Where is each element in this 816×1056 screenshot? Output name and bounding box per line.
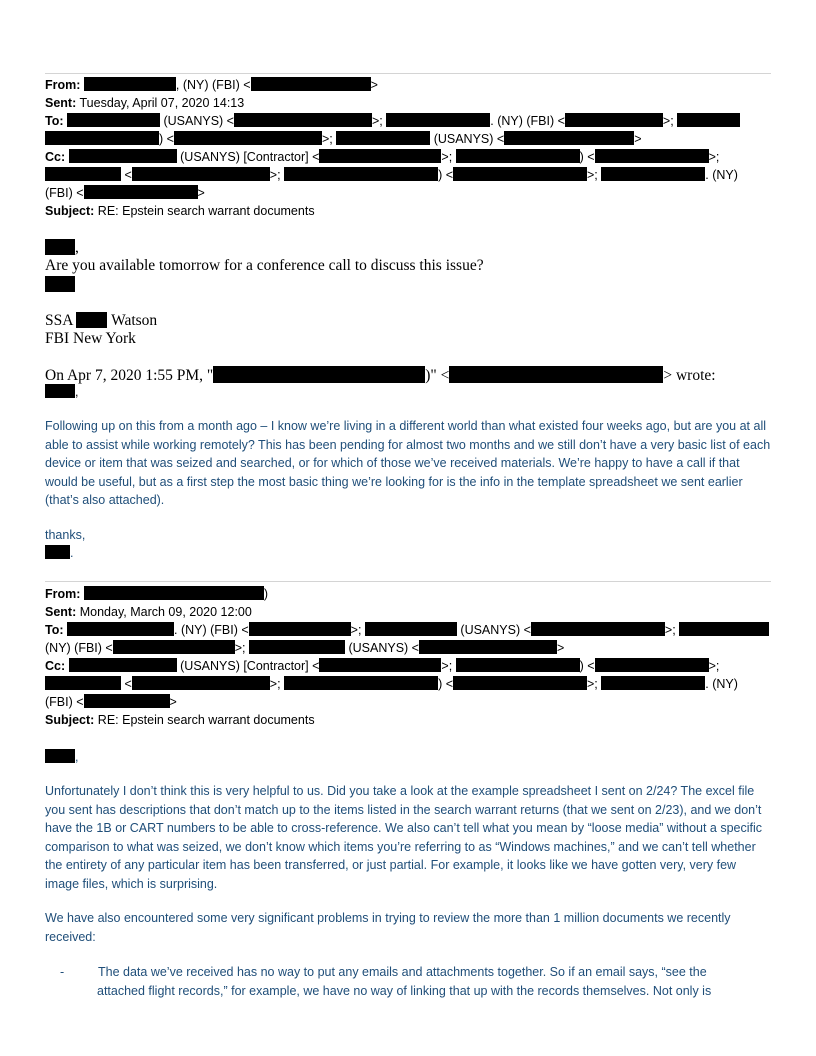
email1-body-line: Are you available tomorrow for a conference call to discuss this issue? [45, 257, 484, 274]
redaction [84, 185, 198, 199]
redaction [284, 167, 438, 181]
redaction [67, 113, 160, 127]
email1-cc-line-3: (FBI) < > [45, 186, 205, 200]
redaction [453, 167, 587, 181]
email2-cc-line-1: Cc: (USANYS) [Contractor] < >; ) < >; [45, 659, 720, 673]
email1-signature-org: FBI New York [45, 330, 136, 347]
redaction [419, 640, 557, 654]
redaction [69, 149, 177, 163]
redaction [213, 366, 425, 383]
email2-sent-line [45, 604, 252, 621]
email1-signature-redaction [45, 276, 75, 293]
redaction [234, 113, 372, 127]
sent-date: Tuesday, April 07, 2020 14:13 [79, 96, 245, 110]
redaction [319, 658, 441, 672]
redaction [45, 384, 75, 398]
email1-subject-line [45, 203, 315, 220]
email2-cc-line-2: < >; ) < >; . (NY) [45, 676, 738, 693]
redaction [386, 113, 490, 127]
bullet-text-line-2: attached flight records,” for example, we have no way of linking that up with the records themselves. Not only is [97, 983, 712, 998]
redaction [45, 239, 75, 255]
bullet-dash: - [60, 965, 65, 979]
redaction [456, 658, 580, 672]
redaction [45, 749, 75, 763]
email1-quote-greeting: , [45, 384, 78, 401]
email1-greeting: , [45, 239, 79, 256]
subject-text: RE: Epstein search warrant documents [97, 713, 315, 727]
subject-text: RE: Epstein search warrant documents [97, 204, 315, 218]
redaction [132, 167, 270, 181]
quoted-body-paragraph: Following up on this from a month ago – I know we’re living in a different world than what existed four weeks ago, but are you at all able to assist while working remotely? This has been pending for almost two months and we still don’t have a very basic list of each device or item that was seized and searched, or for which of those we’ve received materials. We’re happy to have a call if that would be useful, but as a first step the most basic thing we’re looking for is the info in the template spreadsheet we sent earlier (that’s also attached). [45, 419, 771, 507]
redaction [251, 77, 371, 91]
cc-label: Cc: [45, 150, 66, 164]
subject-label: Subject: [45, 713, 95, 727]
to-label: To: [45, 623, 64, 637]
email1-cc-line-2: < >; ) < >; . (NY) [45, 167, 738, 184]
email1-thanks-signature: . [45, 544, 73, 563]
redaction [456, 149, 580, 163]
email2-cc-line-3: (FBI) < > [45, 695, 177, 709]
redaction [132, 676, 270, 690]
redaction [449, 366, 663, 383]
redaction [453, 676, 587, 690]
email1-quote-header: On Apr 7, 2020 1:55 PM, " )" < > wrote: [45, 367, 716, 384]
redaction [174, 131, 322, 145]
email2-to-line-2: (NY) (FBI) < >; (USANYS) < > [45, 641, 565, 655]
email1-cc-line-1: Cc: (USANYS) [Contractor] < >; ) < >; [45, 150, 720, 164]
redaction [45, 545, 70, 559]
redaction [45, 676, 121, 690]
email1-sent-line [45, 95, 244, 112]
email2-paragraph-1: Unfortunately I don’t think this is very helpful to us. Did you take a look at the example spreadsheet I sent on 2/24? The excel file you sent has descriptions that don’t match up to the items listed in the search warrant returns (that we sent on 2/23), and we don’t have the 1B or CART numbers to be able to cross-reference. We also can’t tell what you mean by “loose media” without a specific comparison to what was seized, we don’t know which items you’re referring to as “Windows machines,” and we can’t tell whether the entirety of any particular item has been transferred, or just partial. For example, it looks like we have gotten very, very few image files, which is surprising. [45, 784, 763, 891]
sent-label: Sent: [45, 96, 77, 110]
email1-signature-name: SSA Watson [45, 312, 158, 329]
redaction [565, 113, 663, 127]
email1-to-line-1: To: (USANYS) < >; . (NY) (FBI) < >; [45, 113, 740, 130]
redaction [595, 149, 709, 163]
email2-subject-line [45, 712, 315, 729]
redaction [504, 131, 634, 145]
redaction [69, 658, 177, 672]
email2-to-line-1: To: . (NY) (FBI) < >; (USANYS) < >; [45, 622, 769, 639]
cc-label: Cc: [45, 659, 66, 673]
email2-from-line: From: ) [45, 587, 269, 601]
redaction [531, 622, 665, 636]
email2-paragraph-2: We have also encountered some very significant problems in trying to review the more than 1 million documents we recently received: [45, 911, 731, 944]
sent-label: Sent: [45, 605, 77, 619]
redaction [365, 622, 457, 636]
email1-to-line-2: ) < >; (USANYS) < > [45, 131, 642, 148]
subject-label: Subject: [45, 204, 95, 218]
from-label: From: [45, 78, 81, 92]
redaction [84, 77, 176, 91]
redaction [284, 676, 438, 690]
redaction [249, 622, 351, 636]
redaction [679, 622, 769, 636]
email1-from-line: From: , (NY) (FBI) < > [45, 78, 378, 92]
redaction [45, 167, 121, 181]
redaction [45, 131, 159, 145]
redaction [84, 586, 264, 600]
redaction [67, 622, 174, 636]
from-label: From: [45, 587, 81, 601]
redaction [595, 658, 709, 672]
email1-thanks: thanks, [45, 528, 86, 542]
redaction [601, 676, 705, 690]
redaction [336, 131, 430, 145]
redaction [677, 113, 740, 127]
redaction [84, 694, 170, 708]
sent-date: Monday, March 09, 2020 12:00 [79, 605, 252, 619]
to-label: To: [45, 114, 64, 128]
redaction [45, 276, 75, 292]
redaction [249, 640, 345, 654]
redaction [319, 149, 441, 163]
redaction [601, 167, 705, 181]
bullet-text-line-1: The data we’ve received has no way to put any emails and attachments together. So if an email says, “see the [98, 965, 707, 979]
separator-top [45, 73, 771, 74]
redaction [76, 312, 107, 328]
email2-greeting: , [45, 748, 78, 767]
redaction [113, 640, 235, 654]
separator-middle [45, 581, 771, 582]
